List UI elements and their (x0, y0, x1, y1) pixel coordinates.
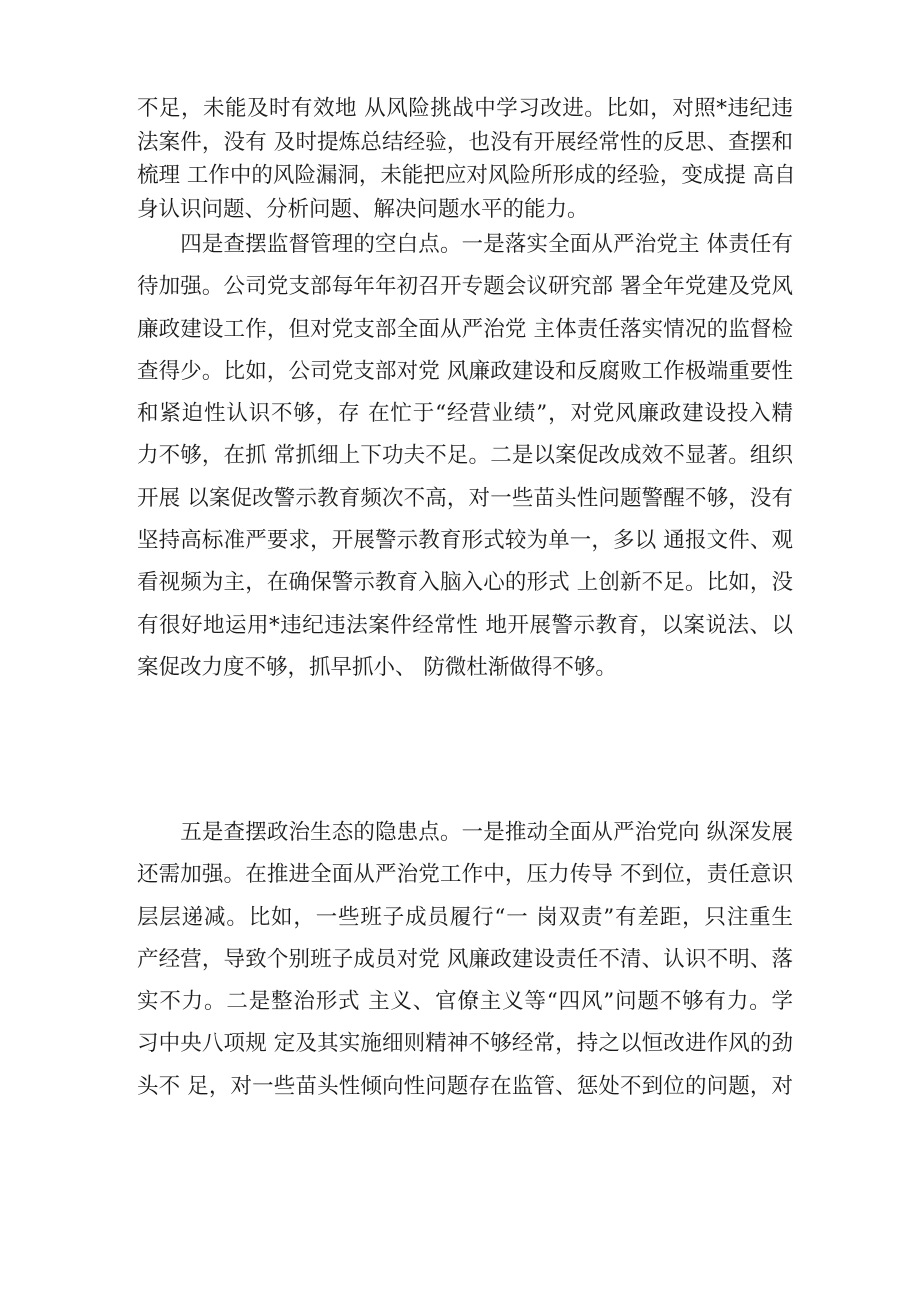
text-line: 梳理 工作中的风险漏洞，未能把应对风险所形成的经验，变成提 高自 (137, 163, 796, 188)
text-line: 开展 以案促改警示教育频次不高，对一些苗头性问题警醒不够，没有 (137, 485, 793, 511)
text-line: 不足，未能及时有效地 从风险挑战中学习改进。比如，对照*违纪违 (137, 96, 793, 121)
text-line: 查得少。比如，公司党支部对党 风廉政建设和反腐败工作极端重要性 (137, 358, 793, 384)
text-line: 四是查摆监督管理的空白点。一是落实全面从严治党主 体责任有 (137, 232, 793, 257)
text-line: 习中央八项规 定及其实施细则精神不够经常，持之以恒改进作风的劲 (137, 1031, 793, 1057)
text-line: 产经营，导致个别班子成员对党 风廉政建设责任不清、认识不明、落 (137, 946, 793, 972)
text-line: 头不 足，对一些苗头性倾向性问题存在监管、惩处不到位的问题，对 (137, 1073, 793, 1099)
text-line: 案促改力度不够，抓早抓小、 防微杜渐做得不够。 (137, 654, 617, 680)
text-line: 力不够，在抓 常抓细上下功夫不足。二是以案促改成效不显著。组织 (137, 443, 793, 469)
text-line: 有很好地运用*违纪违法案件经常性 地开展警示教育，以案说法、以 (137, 612, 793, 638)
paragraph-3 (137, 812, 793, 1108)
text-line: 五是查摆政治生态的隐患点。一是推动全面从严治党向 纵深发展 (137, 820, 793, 845)
paragraph-1 (137, 92, 796, 226)
text-line: 看视频为主，在确保警示教育入脑入心的形式 上创新不足。比如，没 (137, 570, 793, 596)
document-page (137, 92, 796, 1099)
text-line: 待加强。公司党支部每年年初召开专题会议研究部 署全年党建及党风 (137, 274, 793, 300)
text-line: 还需加强。在推进全面从严治党工作中，压力传导 不到位，责任意识 (137, 862, 793, 888)
text-line: 实不力。二是整治形式 主义、官僚主义等“四风”问题不够有力。学 (137, 989, 793, 1015)
paragraph-2 (137, 224, 793, 689)
text-line: 层层递减。比如，一些班子成员履行“一 岗双责”有差距，只注重生 (137, 904, 793, 930)
text-line: 廉政建设工作，但对党支部全面从严治党 主体责任落实情况的监督检 (137, 316, 793, 342)
text-line: 和紧迫性认识不够，存 在忙于“经营业绩”，对党风廉政建设投入精 (137, 401, 793, 427)
text-line: 坚持高标准严要求，开展警示教育形式较为单一，多以 通报文件、观 (137, 528, 793, 554)
text-line: 身认识问题、分析问题、解决问题水平的能力。 (137, 196, 589, 222)
text-line: 法案件，没有 及时提炼总结经验，也没有开展经常性的反思、查摆和 (137, 129, 793, 155)
